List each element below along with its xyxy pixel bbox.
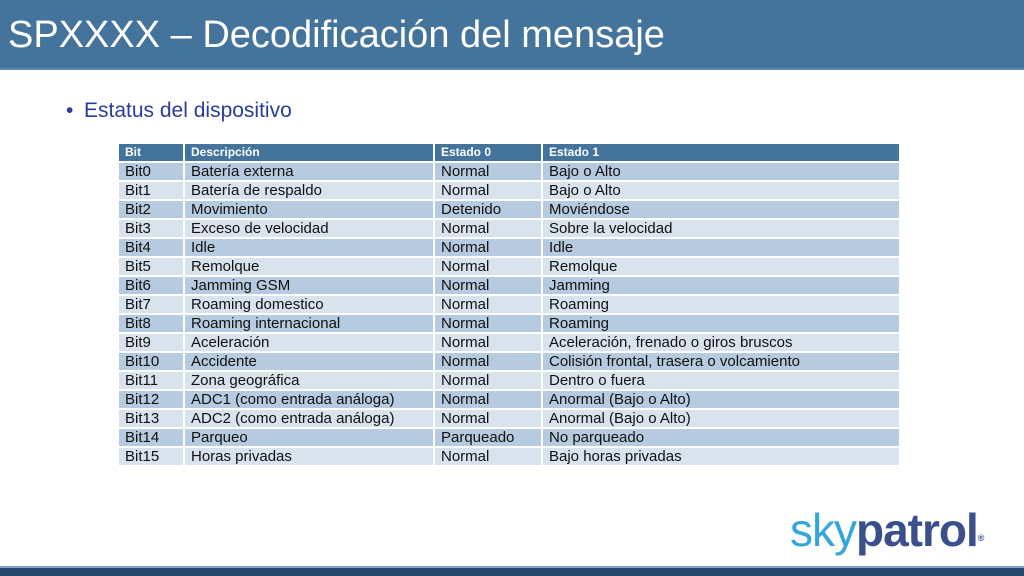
cell-estado-0: Normal xyxy=(435,296,541,313)
cell-estado-0: Normal xyxy=(435,239,541,256)
cell-bit: Bit8 xyxy=(119,315,183,332)
table-row xyxy=(119,353,899,370)
header-estado-1: Estado 1 xyxy=(543,144,899,161)
cell-estado-1: Moviéndose xyxy=(543,201,899,218)
cell-descripcion: ADC2 (como entrada análoga) xyxy=(185,410,433,427)
cell-bit: Bit2 xyxy=(119,201,183,218)
cell-estado-0: Normal xyxy=(435,315,541,332)
table-row xyxy=(119,372,899,389)
cell-estado-0: Normal xyxy=(435,182,541,199)
cell-estado-1: Sobre la velocidad xyxy=(543,220,899,237)
cell-bit: Bit12 xyxy=(119,391,183,408)
cell-bit: Bit7 xyxy=(119,296,183,313)
cell-estado-1: Bajo o Alto xyxy=(543,163,899,180)
cell-estado-0: Normal xyxy=(435,353,541,370)
cell-descripcion: Roaming domestico xyxy=(185,296,433,313)
status-table xyxy=(117,142,901,467)
table-row xyxy=(119,277,899,294)
cell-estado-1: Aceleración, frenado o giros bruscos xyxy=(543,334,899,351)
title-bar xyxy=(0,0,1024,70)
cell-descripcion: Movimiento xyxy=(185,201,433,218)
header-estado-0: Estado 0 xyxy=(435,144,541,161)
cell-estado-1: Anormal (Bajo o Alto) xyxy=(543,391,899,408)
cell-bit: Bit1 xyxy=(119,182,183,199)
cell-bit: Bit10 xyxy=(119,353,183,370)
cell-estado-0: Normal xyxy=(435,258,541,275)
cell-estado-1: Roaming xyxy=(543,296,899,313)
cell-descripcion: ADC1 (como entrada análoga) xyxy=(185,391,433,408)
cell-bit: Bit6 xyxy=(119,277,183,294)
cell-estado-0: Normal xyxy=(435,163,541,180)
cell-estado-0: Normal xyxy=(435,391,541,408)
cell-estado-1: Colisión frontal, trasera o volcamiento xyxy=(543,353,899,370)
table-row xyxy=(119,296,899,313)
header-descripcion: Descripción xyxy=(185,144,433,161)
cell-estado-0: Detenido xyxy=(435,201,541,218)
table-row xyxy=(119,201,899,218)
cell-estado-0: Parqueado xyxy=(435,429,541,446)
logo-sky: sky xyxy=(790,504,856,556)
cell-descripcion: Exceso de velocidad xyxy=(185,220,433,237)
cell-estado-1: Jamming xyxy=(543,277,899,294)
table-row xyxy=(119,258,899,275)
cell-estado-0: Normal xyxy=(435,334,541,351)
table-row xyxy=(119,448,899,465)
cell-descripcion: Batería externa xyxy=(185,163,433,180)
table-row xyxy=(119,239,899,256)
slide-title: SPXXXX – Decodificación del mensaje xyxy=(8,14,665,56)
cell-estado-1: Remolque xyxy=(543,258,899,275)
cell-estado-0: Normal xyxy=(435,410,541,427)
logo-patrol: patrol xyxy=(856,504,978,556)
table-row xyxy=(119,334,899,351)
cell-descripcion: Roaming internacional xyxy=(185,315,433,332)
table-row xyxy=(119,182,899,199)
cell-estado-1: Bajo horas privadas xyxy=(543,448,899,465)
cell-estado-1: Dentro o fuera xyxy=(543,372,899,389)
cell-descripcion: Accidente xyxy=(185,353,433,370)
cell-bit: Bit4 xyxy=(119,239,183,256)
cell-bit: Bit14 xyxy=(119,429,183,446)
cell-estado-0: Normal xyxy=(435,220,541,237)
table-row xyxy=(119,391,899,408)
cell-descripcion: Batería de respaldo xyxy=(185,182,433,199)
cell-descripcion: Jamming GSM xyxy=(185,277,433,294)
cell-estado-0: Normal xyxy=(435,448,541,465)
cell-descripcion: Horas privadas xyxy=(185,448,433,465)
table-header-row xyxy=(119,144,899,161)
cell-bit: Bit15 xyxy=(119,448,183,465)
cell-descripcion: Aceleración xyxy=(185,334,433,351)
cell-bit: Bit9 xyxy=(119,334,183,351)
table-row xyxy=(119,410,899,427)
logo-registered-mark: ® xyxy=(977,533,984,543)
cell-bit: Bit0 xyxy=(119,163,183,180)
cell-estado-1: Roaming xyxy=(543,315,899,332)
cell-descripcion: Zona geográfica xyxy=(185,372,433,389)
cell-estado-0: Normal xyxy=(435,277,541,294)
table-row xyxy=(119,220,899,237)
table-body xyxy=(119,163,899,465)
cell-bit: Bit5 xyxy=(119,258,183,275)
bullet-dot-icon: • xyxy=(66,99,74,122)
cell-estado-0: Normal xyxy=(435,372,541,389)
bullet-text: Estatus del dispositivo xyxy=(84,99,292,122)
table-row xyxy=(119,163,899,180)
table-row xyxy=(119,315,899,332)
bullet-item xyxy=(66,97,292,125)
cell-descripcion: Idle xyxy=(185,239,433,256)
footer-bar xyxy=(0,566,1024,576)
cell-estado-1: Bajo o Alto xyxy=(543,182,899,199)
cell-bit: Bit3 xyxy=(119,220,183,237)
table-row xyxy=(119,429,899,446)
cell-bit: Bit11 xyxy=(119,372,183,389)
skypatrol-logo xyxy=(790,500,983,560)
cell-bit: Bit13 xyxy=(119,410,183,427)
header-bit: Bit xyxy=(119,144,183,161)
cell-estado-1: No parqueado xyxy=(543,429,899,446)
cell-estado-1: Anormal (Bajo o Alto) xyxy=(543,410,899,427)
cell-descripcion: Remolque xyxy=(185,258,433,275)
cell-descripcion: Parqueo xyxy=(185,429,433,446)
cell-estado-1: Idle xyxy=(543,239,899,256)
